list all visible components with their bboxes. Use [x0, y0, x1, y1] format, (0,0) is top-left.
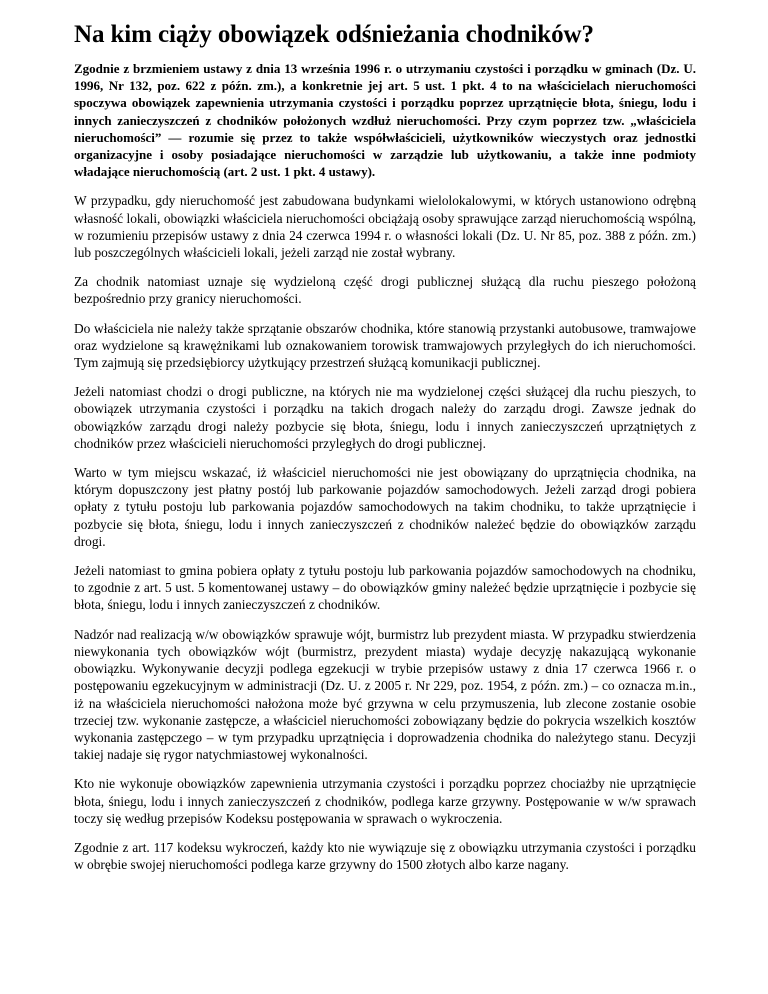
paragraph-fines: Kto nie wykonuje obowiązków zapewnienia utrzymania czystości i porządku poprzez chociażby nie uprzątnięcie błota, śniegu, lodu i innych zanieczyszczeń z chodników, podlega karze grzywny. Postępowanie w w/w sprawach toczy się według przepisów Kodeksu postępowania w sprawach o wykroczenia. [74, 776, 696, 826]
paragraph-public-roads: Jeżeli natomiast chodzi o drogi publiczne, na których nie ma wydzielonej części służącej dla ruchu pieszych, to obowiązek utrzymania czystości i porządku na takich drogach należy do zarządu drogi. Zawsze jednak do obowiązków zarządu drogi należy pozbycie się błota, śniegu, lodu i innych zanieczyszczeń uprzątniętych z chodników przez właścicieli nieruchomości przyległych do drogi publicznej. [74, 384, 696, 451]
paragraph-paid-parking-municipality: Jeżeli natomiast to gmina pobiera opłaty z tytułu postoju lub parkowania pojazdów samochodowych na chodniku, to zgodnie z art. 5 ust. 5 komentowanej ustawy – do obowiązków gminy należeć będzie uprzątnięcie i pozbycie się błota, śniegu, lodu i innych zanieczyszczeń z chodników. [74, 563, 696, 613]
paragraph-paid-parking-road-authority: Warto w tym miejscu wskazać, iż właściciel nieruchomości nie jest obowiązany do uprzątnięcia chodnika, na którym dopuszczony jest płatny postój lub parkowanie pojazdów samochodowych. Jeżeli zarząd drogi pobiera opłaty z tytułu postoju lub parkowania pojazdów samochodowych na takim chodniku, to także uprzątnięcie i pozbycie się błota, śniegu, lodu i innych zanieczyszczeń z chodników należeć będzie do obowiązków zarządu drogi. [74, 465, 696, 549]
paragraph-article-117: Zgodnie z art. 117 kodeksu wykroczeń, każdy kto nie wywiązuje się z obowiązku utrzymania czystości i porządku w obrębie swojej nieruchomości podlega karze grzywny do 1500 złotych albo karze nagany. [74, 839, 696, 873]
document-title: Na kim ciąży obowiązek odśnieżania chodników? [74, 21, 594, 48]
paragraph-sidewalk-definition: Za chodnik natomiast uznaje się wydzieloną część drogi publicznej służącą dla ruchu pieszego położoną bezpośrednio przy granicy nieruchomości. [74, 274, 696, 307]
paragraph-building-management: W przypadku, gdy nieruchomość jest zabudowana budynkami wielolokalowymi, w których ustanowiono odrębną własność lokali, obowiązki właściciela nieruchomości obciążają osoby sprawujące zarząd nieruchomością wspólną, w rozumieniu przepisów ustawy z dnia 24 czerwca 1994 r. o własności lokali (Dz. U. Nr 85, poz. 388 z późn. zm.) lub poszczególnych właścicieli lokali, jeżeli zarząd nie został wybrany. [74, 193, 696, 261]
lead-paragraph: Zgodnie z brzmieniem ustawy z dnia 13 września 1996 r. o utrzymaniu czystości i porządku w gminach (Dz. U. 1996, Nr 132, poz. 622 z późn. zm.), a konkretnie jej art. 5 ust. 1 pkt. 4 to na właścicielach nieruchomości spoczywa obowiązek zapewnienia utrzymania czystości i porządku poprzez uprzątnięcie błota, śniegu, lodu i innych zanieczyszczeń z chodników położonych wzdłuż nieruchomości. Przy czym poprzez tzw. „właściciela nieruchomości” — rozumie się przez to także współwłaścicieli, użytkowników wieczystych oraz jednostki organizacyjne i osoby posiadające nieruchomości w zarządzie lub użytkowaniu, a także inne podmioty władające nieruchomością (art. 2 ust. 1 pkt. 4 ustawy). [74, 61, 696, 180]
document-page [74, 20, 696, 885]
paragraph-supervision-enforcement: Nadzór nad realizacją w/w obowiązków sprawuje wójt, burmistrz lub prezydent miasta. W przypadku stwierdzenia niewykonania tych obowiązków wójt (burmistrz, prezydent miasta) wydaje decyzję nakazującą wykonanie obowiązku. Wykonywanie decyzji podlega egzekucji w trybie przepisów ustawy z dnia 17 czerwca 1966 r. o postępowaniu egzekucyjnym w administracji (Dz. U. z 2005 r. Nr 229, poz. 1954, z późn. zm.) – co oznacza m.in., iż na właściciela nieruchomości nałożona może być grzywna w celu przymuszenia, lub zlecone zostanie osobie trzeciej tzw. wykonanie zastępcze, a właściciel nieruchomości zobowiązany będzie do pokrycia wszelkich kosztów wykonania zastępczego – w tym przypadku uprzątnięcia i doprowadzenia chodnika do należytego stanu. Decyzji takiej nadaje się rygor natychmiastowej wykonalności. [74, 626, 696, 763]
paragraph-public-transport-stops: Do właściciela nie należy także sprzątanie obszarów chodnika, które stanowią przystanki autobusowe, tramwajowe oraz wydzielone są krawężnikami lub oznakowaniem torowisk tramwajowych przyległych do ich nieruchomości. Tym zajmują się przedsiębiorcy użytkujący przestrzeń służącą komunikacji publicznej. [74, 320, 696, 371]
